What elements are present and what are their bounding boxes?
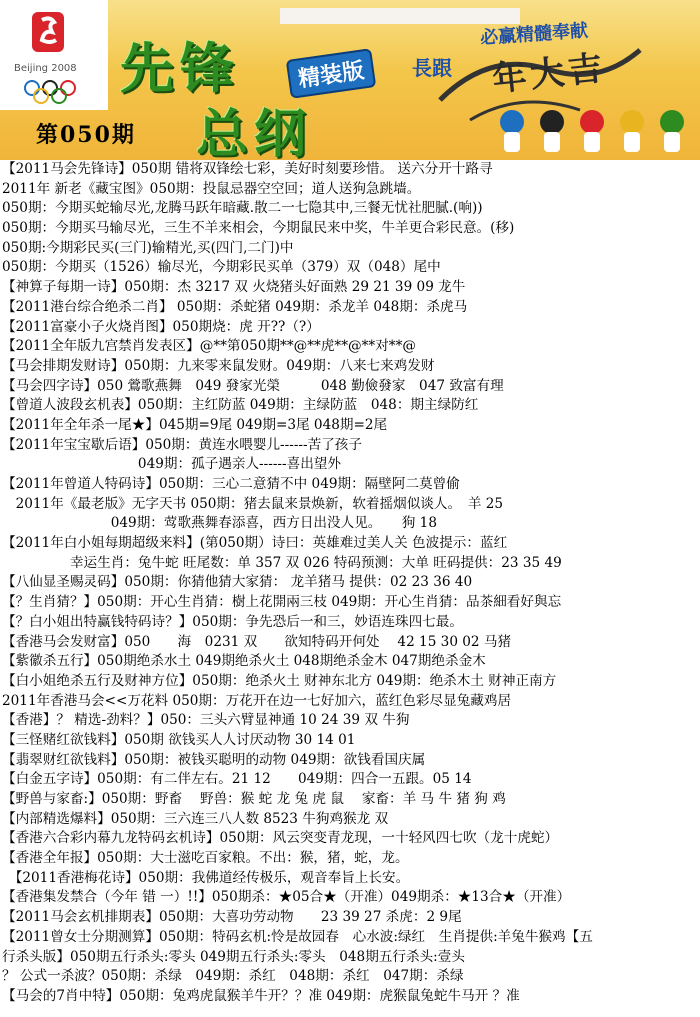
header-banner [0,0,700,160]
text-line: 【2011年白小姐每期超级来料】(第050期）诗曰：英雄难过美人关 色波提示：蓝红 [2,535,508,552]
text-line: 幸运生肖：兔牛蛇 旺尾数：单 357 双 026 特码预测：大单 旺码提供：23 35 49 [2,554,562,571]
text-line: 050期：今期买（1526）输尽光，今期彩民买单（379）双（048）尾中 [2,259,441,276]
mascots-icon [492,104,692,158]
text-line: 【紫徽杀五行】050期绝杀水土 049期绝杀火土 048期绝杀金木 047期绝杀金木 [2,653,486,670]
text-line: 【2011曾女士分期测算】050期：特码玄机:怜是故园春 心水波:绿红 生肖提供:羊兔牛猴鸡【五 [2,928,593,945]
text-line: 【2011年曾道人特码诗】050期：三心二意猜不中 049期：隔壁阿二莫曾偷 [2,476,460,492]
banner-white-strip [280,8,520,24]
text-line: 【神算子每期一诗】050期：杰 3217 双 火烧猪头好面熟 29 21 39 09 龙牛 [2,279,466,296]
text-line: 【香港全年报】050期：大士滋吃百家粮。不出：猴，猪，蛇，龙。 [2,850,409,867]
text-line: 2011年 新老《藏宝图》050期：投鼠忌器空空回；道人送狗急跳墙。 [2,180,421,197]
text-line: 【香港】？ 精选-劲料？】050：三头六臂显神通 10 24 39 双 牛狗 [2,712,410,729]
text-line: 【香港马会发财富】050 海 0231 双 欲知特码开何处 42 15 30 02 马猪 [2,633,512,650]
text-line: 【香港六合彩内幕九龙特码玄机诗】050期：风云突变青龙现，一十轻风四七吹（龙十虎蛇） [2,830,559,847]
text-line: 行杀头版】050期五行杀头:零头 049期五行杀头:零头 048期五行杀头:壹头 [2,948,465,965]
text-line: 【翡翠财红欲钱料】050期：被钱买聪明的动物 049期：欲钱看国庆属 [2,751,426,768]
text-line: 【2011马会玄机排期表】050期：大喜功劳动物 23 39 27 杀虎：2 9尾 [2,909,462,926]
text-line: 【2011马会先锋诗】050期 错将双锋绘七彩，美好时刻要珍惜。 送六分开十路寻 [2,161,493,177]
text-line: 【？白小姐出特赢钱特码诗？】050期：争先恐后一和三，妙语连珠四七最。 [2,613,463,630]
text-line: 【野兽与家畜:】050期：野畜 野兽：猴 蛇 龙 兔 虎 鼠 家畜：羊 马 牛 猪 狗 鸡 [2,791,506,807]
banner-follow-text: 長跟 [412,56,452,80]
text-line: 【2011全年版九宫禁肖发表区】@**第050期**@**虎**@**对**@ [2,338,416,355]
text-line: 【三怪赌红欲钱料】050期 欲钱买人人讨厌动物 30 14 01 [2,731,356,748]
text-line: 【2011年宝宝歇后语】050期：黄连水喂婴儿------苦了孩子 [2,436,362,453]
text-line: 【白金五字诗】050期：有二伴左右。21 12 049期：四合一五跟。05 14 [2,771,472,788]
text-line: 050期：今期买蛇输尽光,龙腾马跃年暗藏.散二一七隐其中,三餐无忧社肥膩.(响)) [2,200,483,217]
calligraphy-text: 年大吉 [490,48,609,100]
text-line: 【八仙显圣赐灵码】050期：你猜他猜大家猜： 龙羊猪马 提供：02 23 36 40 [2,574,473,591]
text-line: 【马会排期发财诗】050期：九来零来鼠发财。049期：八来七来鸡发财 [2,357,435,374]
text-line: ？ 公式一杀波？050期：杀绿 049期：杀红 048期：杀红 047期：杀绿 [2,968,464,985]
olympic-emblem-icon [28,10,68,58]
text-line: 【白小姐绝杀五行及财神方位】050期：绝杀火土 财神东北方 049期：绝杀木土 财神正南方 [2,672,557,689]
olympic-rings-icon [22,78,82,108]
text-line: 【香港集发禁合（今年 错 一）!!】050期杀：★05合★（开准）049期杀：★13合★（开准） [2,889,571,906]
text-line: 050期:今期彩民买(三门)输精光,买(四门,二门)中 [2,239,294,256]
banner-slogan: 必赢精髓奉献 [479,20,589,49]
issue-number: 第050期 [36,122,136,148]
text-line: 2011年香港马会<<万花料 050期：万花开在边一七好加六，蓝红色彩尽显兔藏鸡居 [2,692,512,709]
beijing-2008-text: Beijing 2008 [14,63,77,74]
text-line: 【2011年全年杀一尾★】045期=9尾 049期=3尾 048期=2尾 [2,416,388,433]
text-line: 049期：莺歌燕舞春添喜，西方日出没人见。 狗 18 [2,515,437,532]
text-line: 【2011港台综合绝杀二肖】 050期：杀蛇猪 049期：杀龙羊 048期：杀虎马 [2,298,468,315]
text-line: 【内部精选爆料】050期：三六连三八人数 8523 牛狗鸡猴龙 双 [2,810,389,827]
text-line: 【2011富豪小子火烧肖图】050期烧：虎 开??（?） [2,318,320,335]
text-line: 【马会四字诗】050 鶯歌燕舞 049 發家光榮 048 勤儉發家 047 致富有理 [2,377,504,394]
text-line: 【马会的7肖中特】050期：兔鸡虎鼠猴羊牛开？？准 049期：虎猴鼠兔蛇牛马开 ？准 [2,987,520,1004]
text-line: 050期：今期买马输尽光，三生不羊来相会，今期鼠民来中奖，牛羊更合彩民意。(移) [2,220,515,237]
text-line: 【？生肖猜？】050期：开心生肖猜：樹上花開兩三枝 049期：开心生肖猜：品茶細看好與忘 [2,594,562,611]
text-line: 049期：孤子遇亲人------喜出望外 [2,456,341,473]
text-line: 2011年《最老版》无字天书 050期：猪去鼠来景焕新，软着摇烟似谈人。 羊 25 [2,495,504,512]
text-line: 【2011香港梅花诗】050期：我佛道经传极乐，观音奉旨上长安。 [2,869,410,886]
brand-title-line2: 总纲 [196,105,313,160]
brand-title-line1: 先锋 [120,37,240,100]
text-line: 【曾道人波段玄机表】050期：主红防蓝 049期：主绿防蓝 048：期主绿防红 [2,397,479,414]
prediction-text-list [0,160,700,1007]
edition-badge: 精装版 [286,48,377,99]
